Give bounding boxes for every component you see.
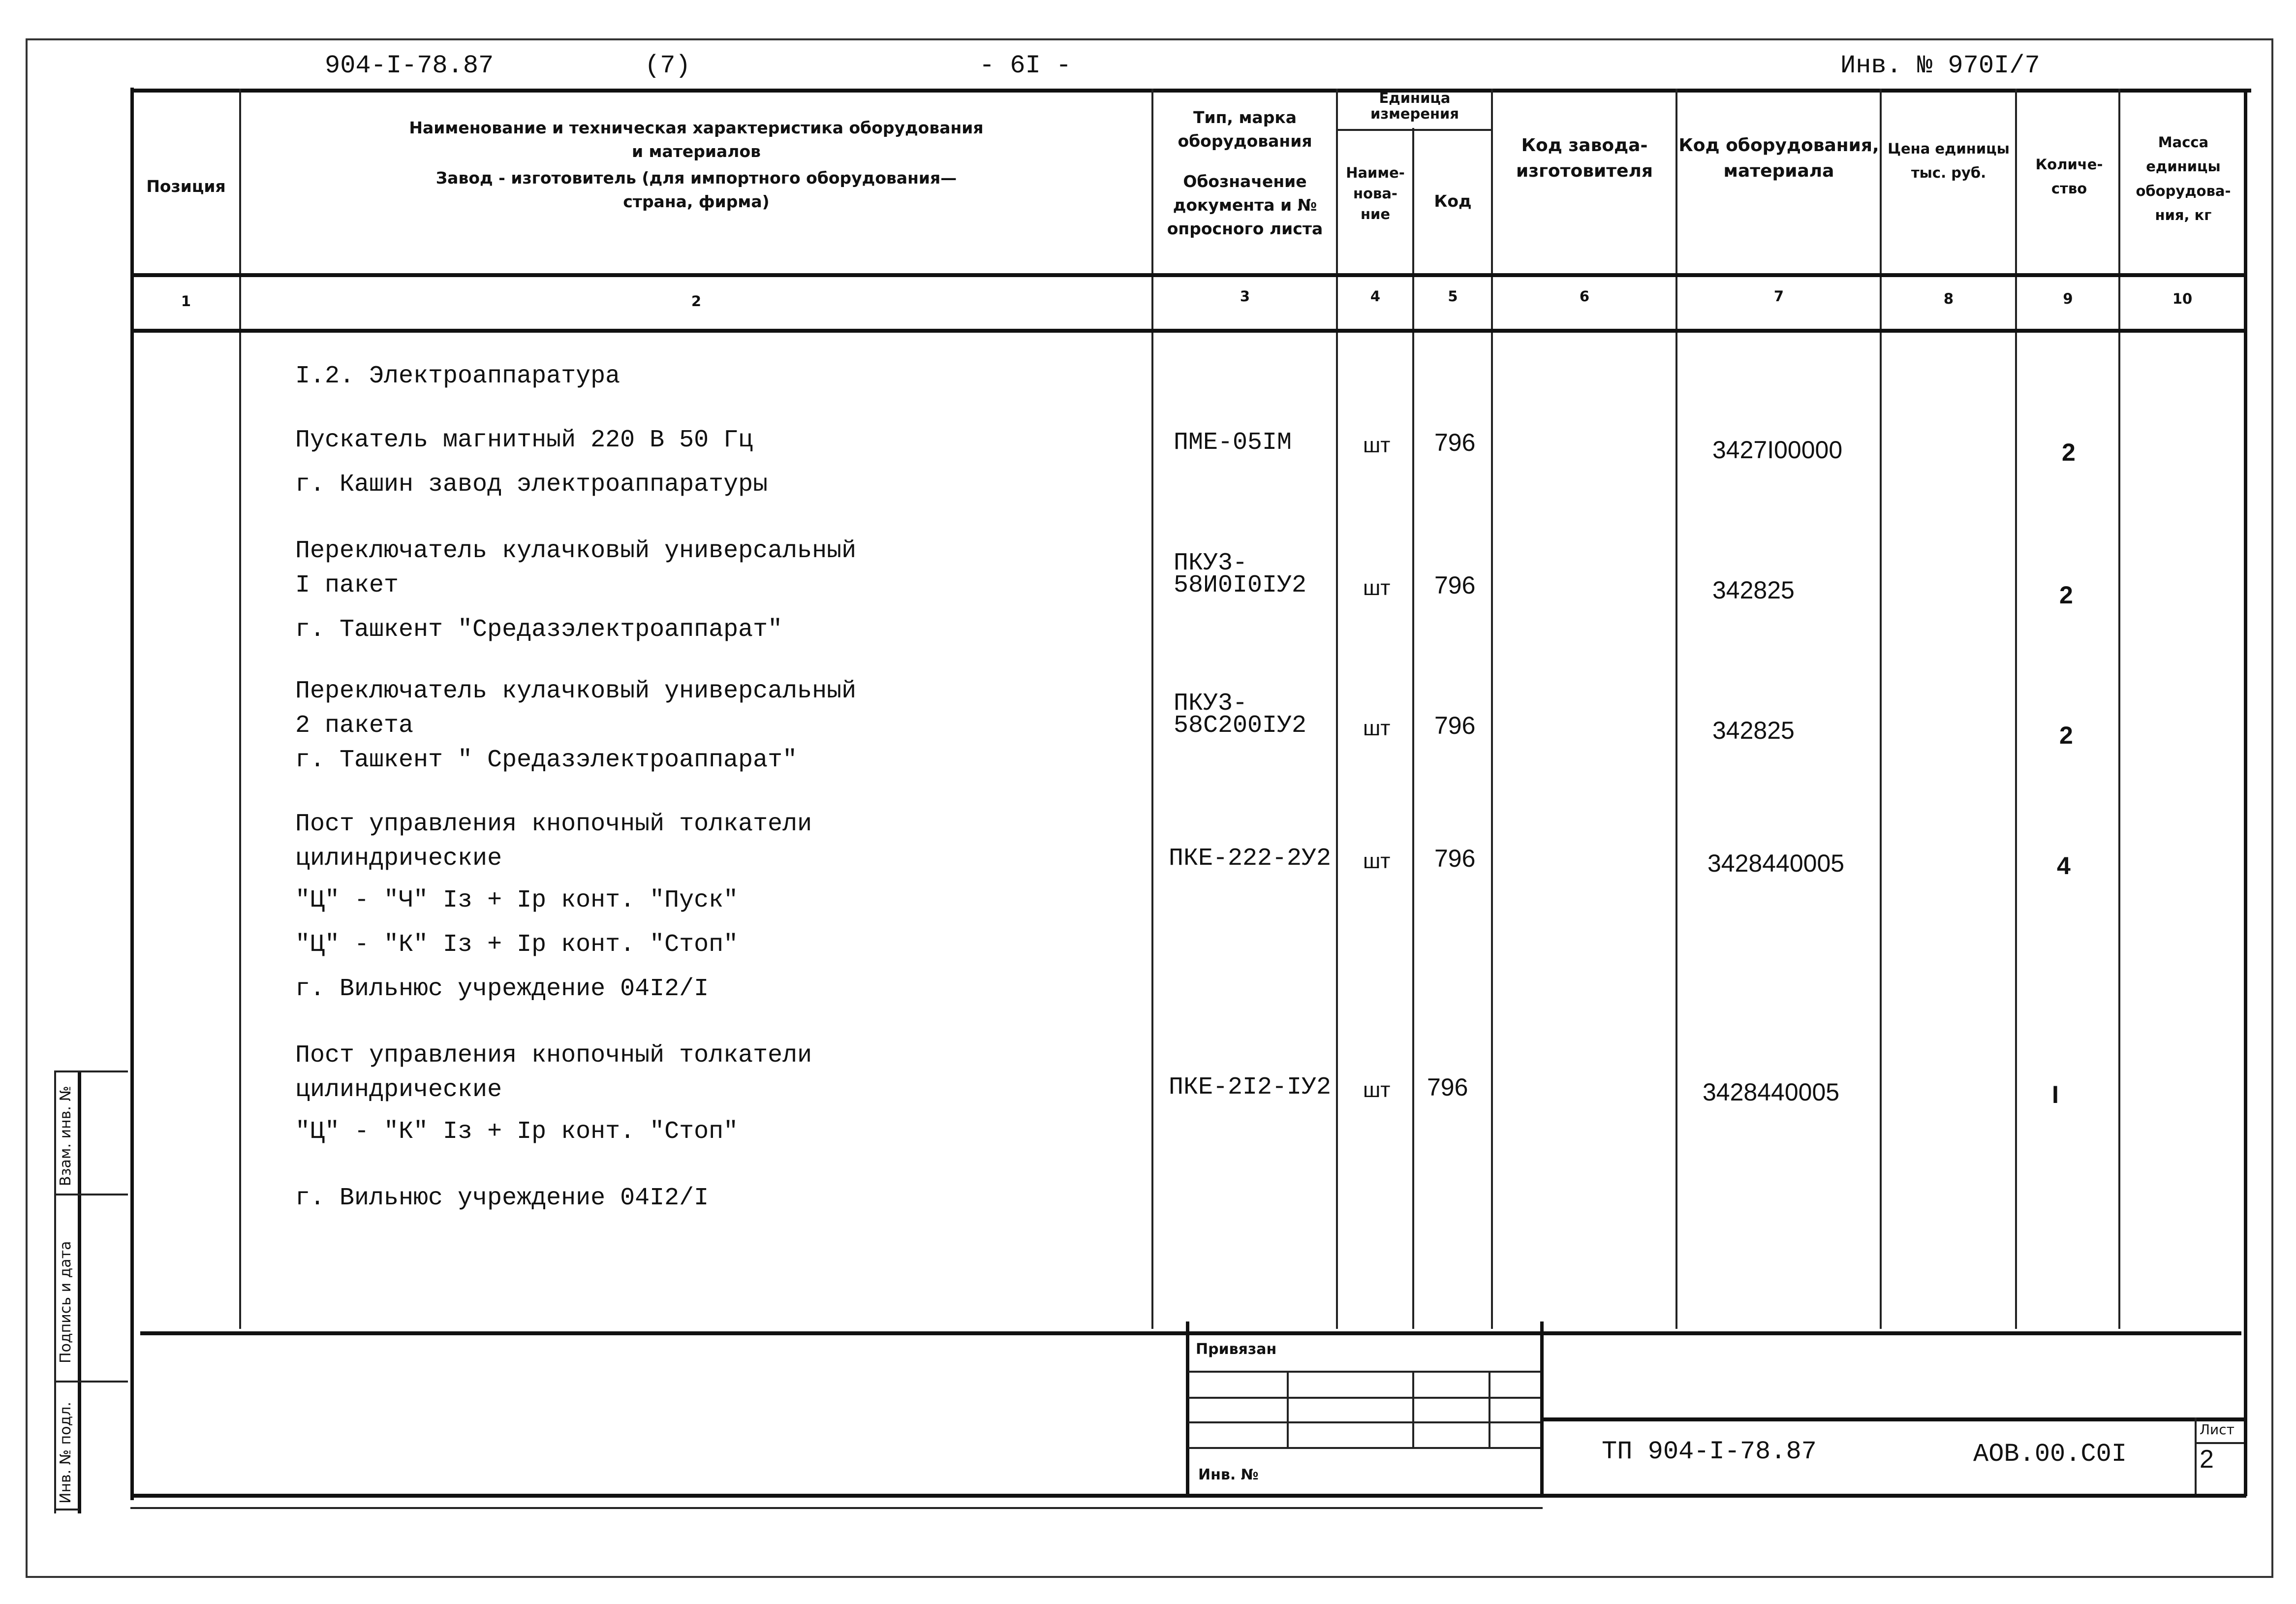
sheet-bottom-line xyxy=(130,1507,1543,1509)
row3-line3: г. Ташкент " Средазэлектроаппарат" xyxy=(295,746,798,774)
row2-qty: 2 xyxy=(2059,581,2073,609)
header-name-line1: Наименование и техническая характеристика оборудования xyxy=(409,118,984,137)
row2-unit-code: 796 xyxy=(1434,571,1476,599)
row4-line2: цилиндрические xyxy=(295,845,502,873)
header-qty: Количе- ство xyxy=(2035,156,2103,197)
col-sep-4 xyxy=(1412,128,1414,1329)
row4-line4: "Ц" - "К" Iз + Iр конт. "Стоп" xyxy=(295,931,739,959)
sheet-frame xyxy=(26,38,2273,1578)
header-bottom-rule xyxy=(130,273,2246,277)
row3-type-l2: 58С200IУ2 xyxy=(1174,712,1307,740)
stamp-inv-no: Инв. № xyxy=(1198,1466,1259,1483)
side-stamp-sep2 xyxy=(54,1381,128,1383)
colnum-bottom-rule xyxy=(130,329,2246,333)
inventory-number: Инв. № 970I/7 xyxy=(1840,51,2040,80)
sheet-box-left xyxy=(2195,1417,2197,1494)
header-name-line2: и материалов xyxy=(631,141,761,161)
header-unit-group: Единица измерения xyxy=(1370,90,1459,122)
header-price: Цена единицы тыс. руб. xyxy=(1888,140,2010,182)
row5-unit-code: 796 xyxy=(1427,1073,1468,1101)
row3-qty: 2 xyxy=(2059,722,2073,749)
side-stamp-bottom xyxy=(54,1509,79,1510)
sheet-label: Лист xyxy=(2200,1421,2234,1438)
row4-unit-code: 796 xyxy=(1434,845,1476,872)
side-stamp-sep1 xyxy=(54,1194,128,1195)
stamp-inner-v1 xyxy=(1287,1371,1289,1447)
unit-group-line xyxy=(1336,129,1491,131)
row4-line3: "Ц" - "Ч" Iз + Iр конт. "Пуск" xyxy=(295,886,739,914)
row2-line1: Переключатель кулачковый универсальный xyxy=(295,537,857,565)
row5-line2: цилиндрические xyxy=(295,1076,502,1104)
stamp-left-border xyxy=(1186,1321,1189,1494)
row1-type: ПМЕ-05IМ xyxy=(1174,429,1292,457)
row5-qty: I xyxy=(2052,1081,2059,1108)
row2-line2: I пакет xyxy=(295,571,399,599)
stamp-right-border xyxy=(1540,1321,1544,1494)
stamp-line-4 xyxy=(1188,1447,1540,1449)
side-replace-inv: Взам. инв. № xyxy=(57,1086,74,1186)
row2-line3: г. Ташкент "Средазэлектроаппарат" xyxy=(295,616,783,644)
header-type: Тип, марка оборудования xyxy=(1178,108,1312,151)
stamp-inner-v3 xyxy=(1489,1371,1490,1447)
colnum-10: 10 xyxy=(2172,290,2193,307)
table-top-border xyxy=(130,89,2251,93)
sheet-box-mid xyxy=(2195,1442,2244,1444)
colnum-2: 2 xyxy=(691,293,702,310)
header-designation: Обозначение документа и № опросного листа xyxy=(1167,172,1323,238)
row4-qty: 4 xyxy=(2057,852,2071,880)
colnum-4: 4 xyxy=(1370,288,1381,305)
row2-equip-code: 342825 xyxy=(1712,576,1795,604)
row5-line1: Пост управления кнопочный толкатели xyxy=(295,1041,812,1069)
side-stamp-right xyxy=(78,1070,81,1513)
colnum-1: 1 xyxy=(181,293,191,310)
row5-type: ПКЕ-2I2-IУ2 xyxy=(1169,1073,1332,1101)
part-number: (7) xyxy=(645,51,691,80)
side-orig-inv: Инв. № подл. xyxy=(57,1402,74,1504)
row4-equip-code: 3428440005 xyxy=(1707,849,1845,877)
table-right-border xyxy=(2244,89,2247,1496)
row5-line4: г. Вильнюс учреждение 04I2/I xyxy=(295,1184,709,1212)
row2-unit: шт xyxy=(1363,576,1391,600)
stamp-line-1 xyxy=(1188,1371,1540,1373)
header-name xyxy=(241,116,1151,213)
titleblock-doc: ТП 904-I-78.87 xyxy=(1602,1437,1817,1466)
row3-equip-code: 342825 xyxy=(1712,717,1795,744)
row5-unit: шт xyxy=(1363,1078,1391,1102)
row1-equip-code: 3427I00000 xyxy=(1712,436,1843,464)
row1-unit: шт xyxy=(1363,433,1391,457)
stamp-line-3 xyxy=(1188,1421,1540,1423)
stamp-linked: Привязан xyxy=(1196,1341,1277,1358)
colnum-6: 6 xyxy=(1579,288,1590,305)
header-position: Позиция xyxy=(146,177,226,196)
side-stamp-top xyxy=(54,1070,128,1072)
header-name-line4: страна, фирма) xyxy=(623,191,770,211)
row4-line5: г. Вильнюс учреждение 04I2/I xyxy=(295,975,709,1003)
row2-type-l1: ПКУ3- xyxy=(1174,549,1248,577)
doc-code-top: 904-I-78.87 xyxy=(325,51,494,80)
side-sign-date: Подпись и дата xyxy=(57,1241,74,1363)
sheet-number: 2 xyxy=(2200,1445,2214,1474)
side-stamp-left xyxy=(54,1070,56,1513)
colnum-5: 5 xyxy=(1448,288,1458,305)
row5-line3: "Ц" - "К" Iз + Iр конт. "Стоп" xyxy=(295,1118,739,1146)
body-bottom-rule xyxy=(140,1331,2241,1335)
colnum-3: 3 xyxy=(1240,288,1250,305)
row5-equip-code: 3428440005 xyxy=(1703,1078,1840,1106)
row4-unit: шт xyxy=(1363,849,1391,873)
header-maker-code: Код завода- изготовителя xyxy=(1516,135,1653,182)
header-unit-code: Код xyxy=(1434,191,1472,211)
colnum-7: 7 xyxy=(1773,288,1784,305)
row3-line1: Переключатель кулачковый универсальный xyxy=(295,677,857,705)
stamp-inner-v2 xyxy=(1412,1371,1414,1447)
row4-line1: Пост управления кнопочный толкатели xyxy=(295,810,812,838)
titleblock-top-rule xyxy=(1543,1417,2246,1421)
row3-line2: 2 пакета xyxy=(295,712,414,740)
row3-type-l1: ПКУ3- xyxy=(1174,690,1248,718)
header-unit-name: Наиме- нова- ние xyxy=(1346,164,1405,223)
row3-unit: шт xyxy=(1363,716,1391,740)
row2-type-l2: 58И0I0IУ2 xyxy=(1174,571,1307,599)
colnum-9: 9 xyxy=(2063,290,2073,307)
table-bottom-border xyxy=(130,1494,2246,1498)
header-mass: Масса единицы оборудова- ния, кг xyxy=(2136,134,2231,223)
row3-unit-code: 796 xyxy=(1434,712,1476,739)
section-title: I.2. Электроаппаратура xyxy=(295,362,621,390)
page-number: - 6I - xyxy=(979,51,1072,80)
row1-line1: Пускатель магнитный 220 В 50 Гц xyxy=(295,426,753,454)
header-equip-code: Код оборудования, материала xyxy=(1678,135,1879,182)
stamp-line-2 xyxy=(1188,1397,1540,1399)
row1-unit-code: 796 xyxy=(1434,429,1476,456)
row4-type: ПКЕ-222-2У2 xyxy=(1169,845,1332,873)
colnum-8: 8 xyxy=(1943,290,1954,307)
header-name-line3: Завод - изготовитель (для импортного оборудования— xyxy=(435,168,957,188)
row1-line2: г. Кашин завод электроаппаратуры xyxy=(295,471,768,499)
titleblock-code: АОВ.00.С0I xyxy=(1973,1440,2127,1469)
row1-qty: 2 xyxy=(2062,439,2076,466)
